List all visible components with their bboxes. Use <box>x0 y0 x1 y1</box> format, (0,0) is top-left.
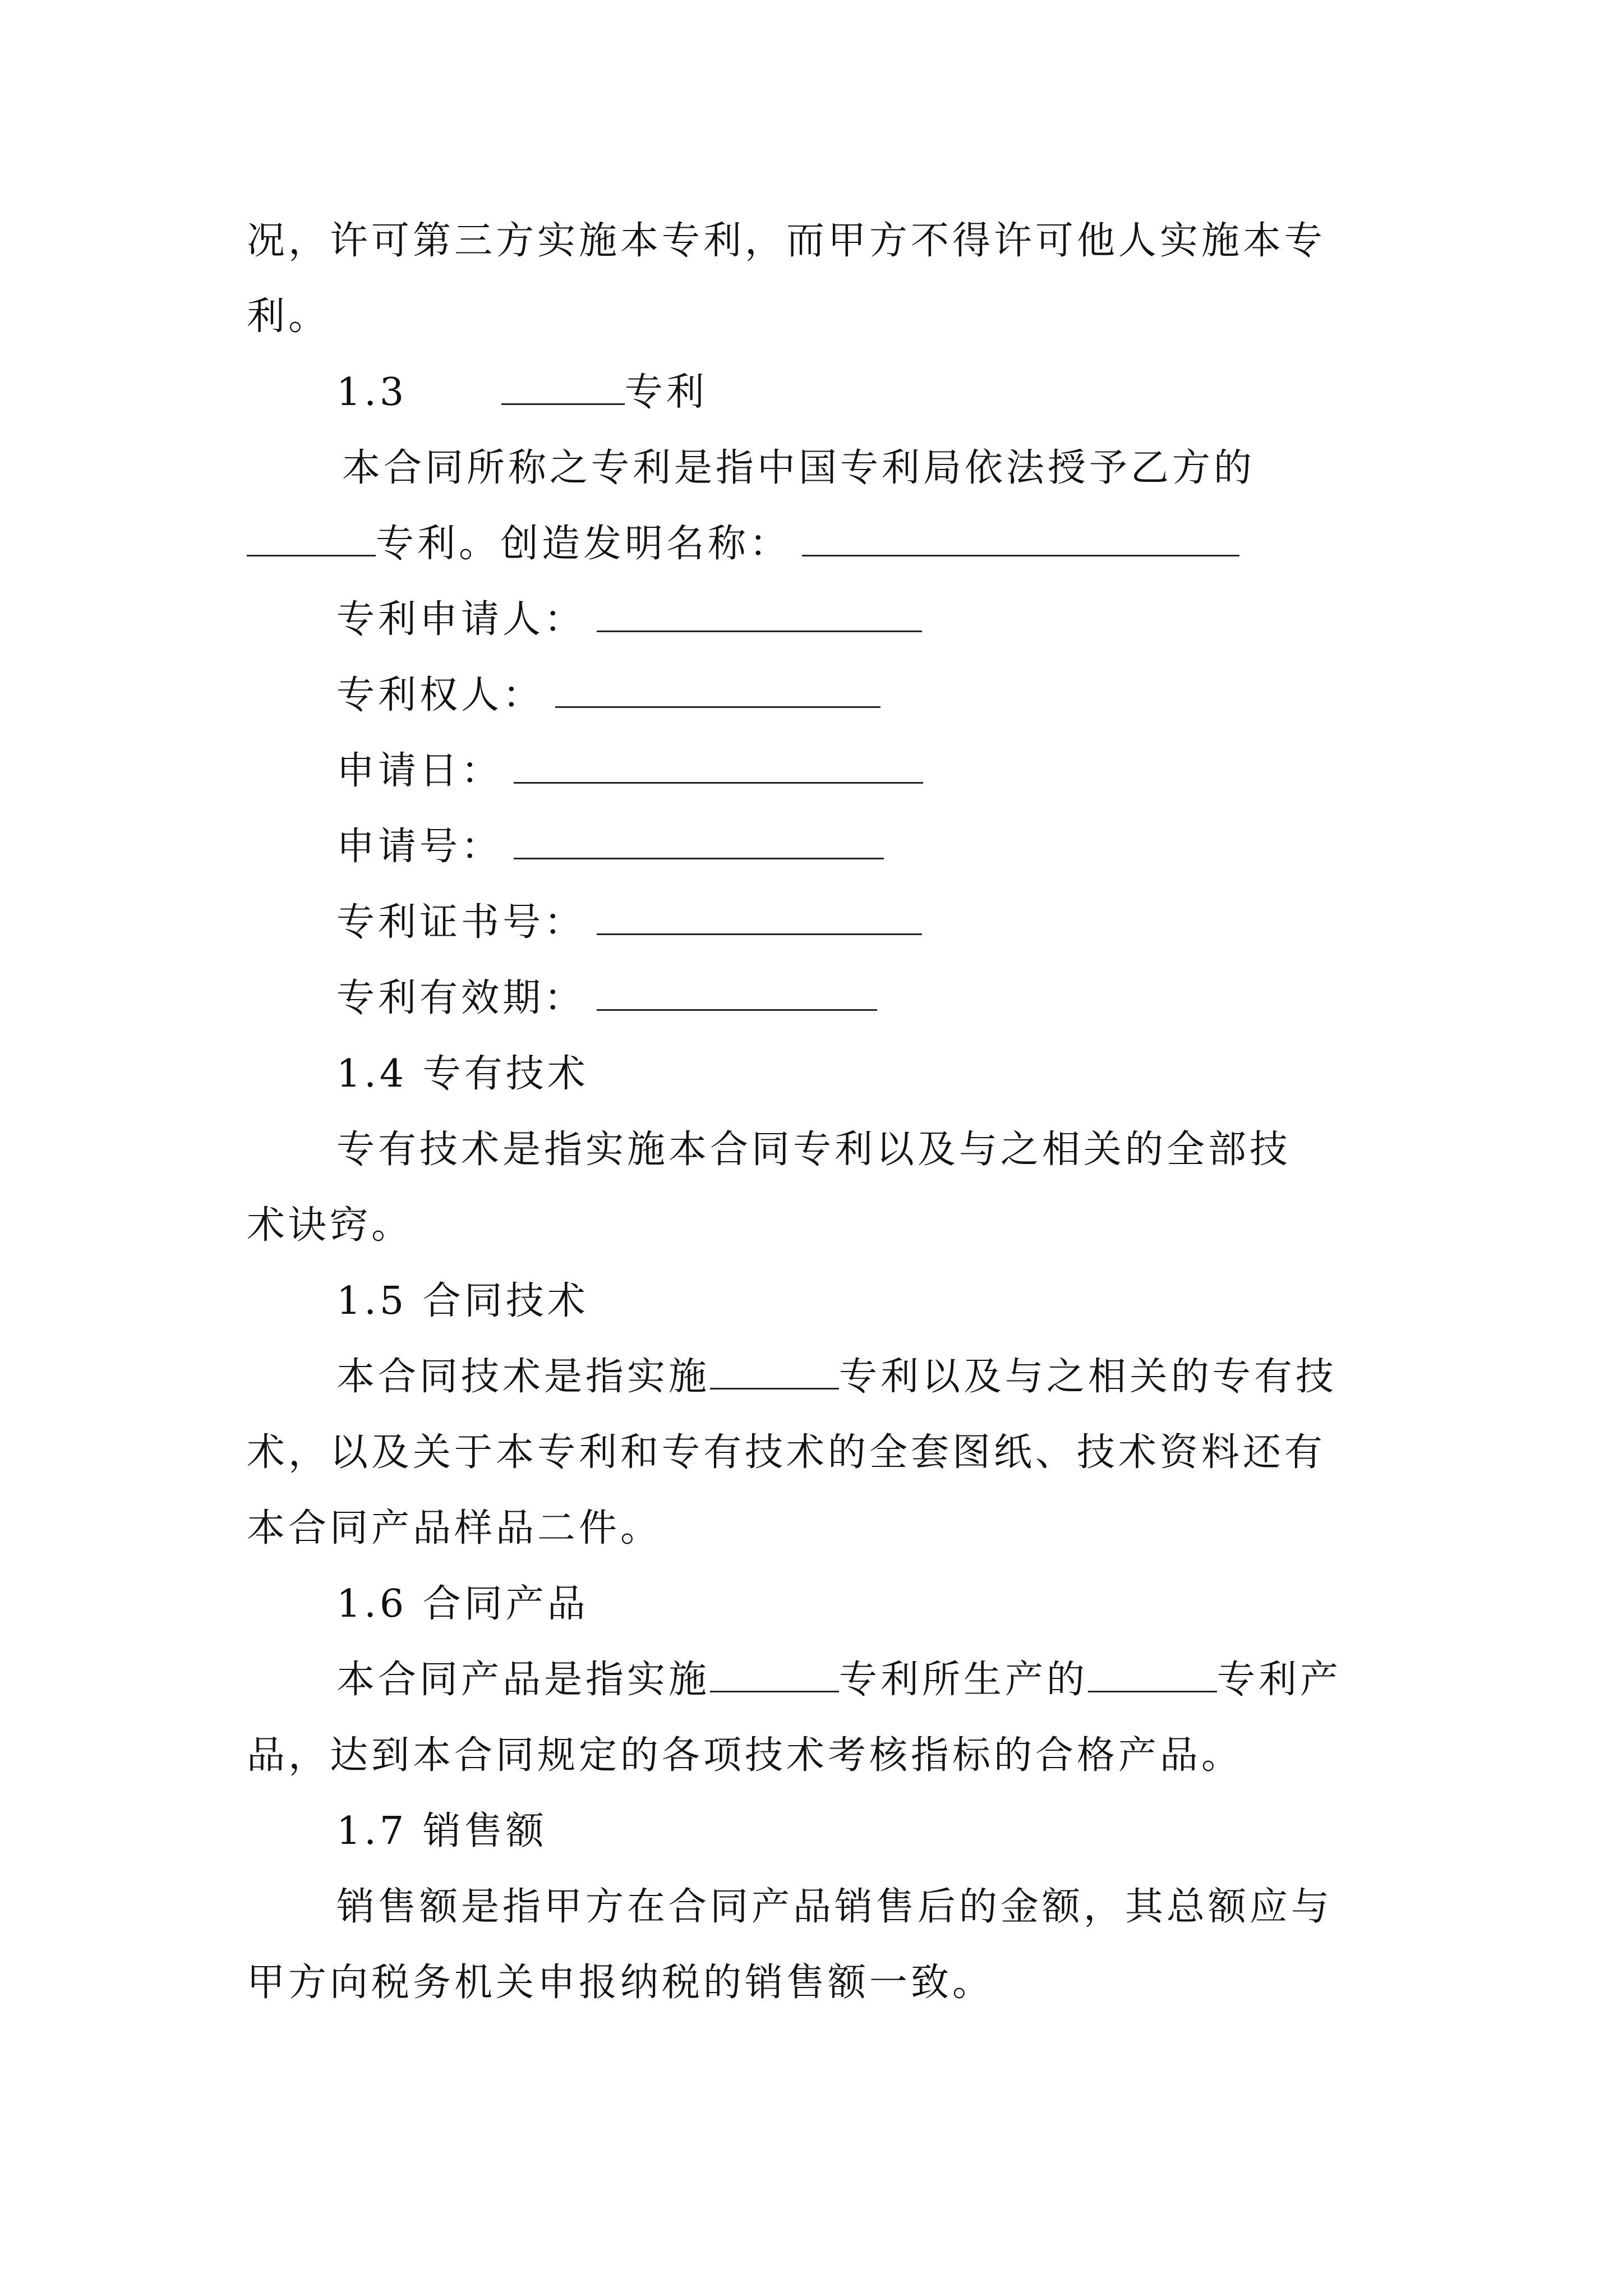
field-blank <box>597 974 877 1011</box>
paragraph-line: 术诀窍。 <box>247 1203 413 1248</box>
section-heading-1-7: 1.7 销售额 <box>336 1809 547 1853</box>
field-label: 专利权人： <box>336 673 545 717</box>
paragraph-text: 本合同技术是指实施 <box>336 1355 711 1399</box>
blank-line <box>710 1353 839 1389</box>
paragraph-line: 术，以及关于本专利和专有技术的全套图纸、技术资料还有 <box>247 1430 1326 1475</box>
field-blank <box>555 671 880 708</box>
field-label: 申请号： <box>336 825 503 869</box>
field-blank <box>597 596 922 632</box>
paragraph-line <box>336 1655 1341 1705</box>
paragraph-text: 专利以及与之相关的专有技 <box>839 1355 1338 1399</box>
paragraph-text: 专利所生产的 <box>839 1658 1089 1702</box>
paragraph-line: 销售额是指甲方在合同产品销售后的金额，其总额应与 <box>336 1885 1333 1929</box>
paragraph-text: 本合同产品是指实施 <box>336 1658 711 1702</box>
blank-line <box>501 369 625 405</box>
blank-line <box>1088 1656 1217 1692</box>
section-number: 1.3 <box>336 370 408 415</box>
field-certificate-number <box>336 898 922 948</box>
field-label: 申请日： <box>336 749 503 793</box>
paragraph-line: 专有技术是指实施本合同专利以及与之相关的全部技 <box>336 1128 1292 1172</box>
paragraph-line: 利。 <box>247 295 330 339</box>
field-patent-applicant <box>336 595 922 645</box>
invention-name-blank <box>802 520 1239 556</box>
field-patent-owner <box>336 670 880 721</box>
section-heading-1-6: 1.6 合同产品 <box>336 1582 589 1626</box>
paragraph-line: 本合同产品样品二件。 <box>247 1506 662 1550</box>
field-blank <box>514 747 923 784</box>
paragraph-text: 专利。创造发明名称： <box>376 522 791 566</box>
paragraph-line: 况，许可第三方实施本专利，而甲方不得许可他人实施本专 <box>247 219 1326 263</box>
field-blank <box>514 823 884 859</box>
section-title: 专利 <box>624 370 708 415</box>
paragraph-line <box>247 519 1239 569</box>
section-heading-1-4: 1.4 专有技术 <box>336 1052 589 1096</box>
paragraph-line: 本合同所称之专利是指中国专利局依法授予乙方的 <box>342 446 1256 490</box>
field-label: 专利有效期： <box>336 976 586 1020</box>
field-application-number <box>336 822 884 872</box>
blank-line <box>247 520 376 556</box>
paragraph-line: 甲方向税务机关申报纳税的销售额一致。 <box>247 1961 994 2005</box>
section-heading-1-5: 1.5 合同技术 <box>336 1279 589 1323</box>
paragraph-line: 品，达到本合同规定的各项技术考核指标的合格产品。 <box>247 1733 1243 1778</box>
section-heading-1-3 <box>336 367 708 418</box>
paragraph-line <box>336 1352 1337 1402</box>
field-blank <box>597 899 922 935</box>
paragraph-text: 专利产 <box>1217 1658 1342 1702</box>
field-label: 专利证书号： <box>336 900 586 945</box>
field-application-date <box>336 746 923 797</box>
field-label: 专利申请人： <box>336 597 586 642</box>
field-validity-period <box>336 973 877 1024</box>
blank-line <box>710 1656 839 1692</box>
